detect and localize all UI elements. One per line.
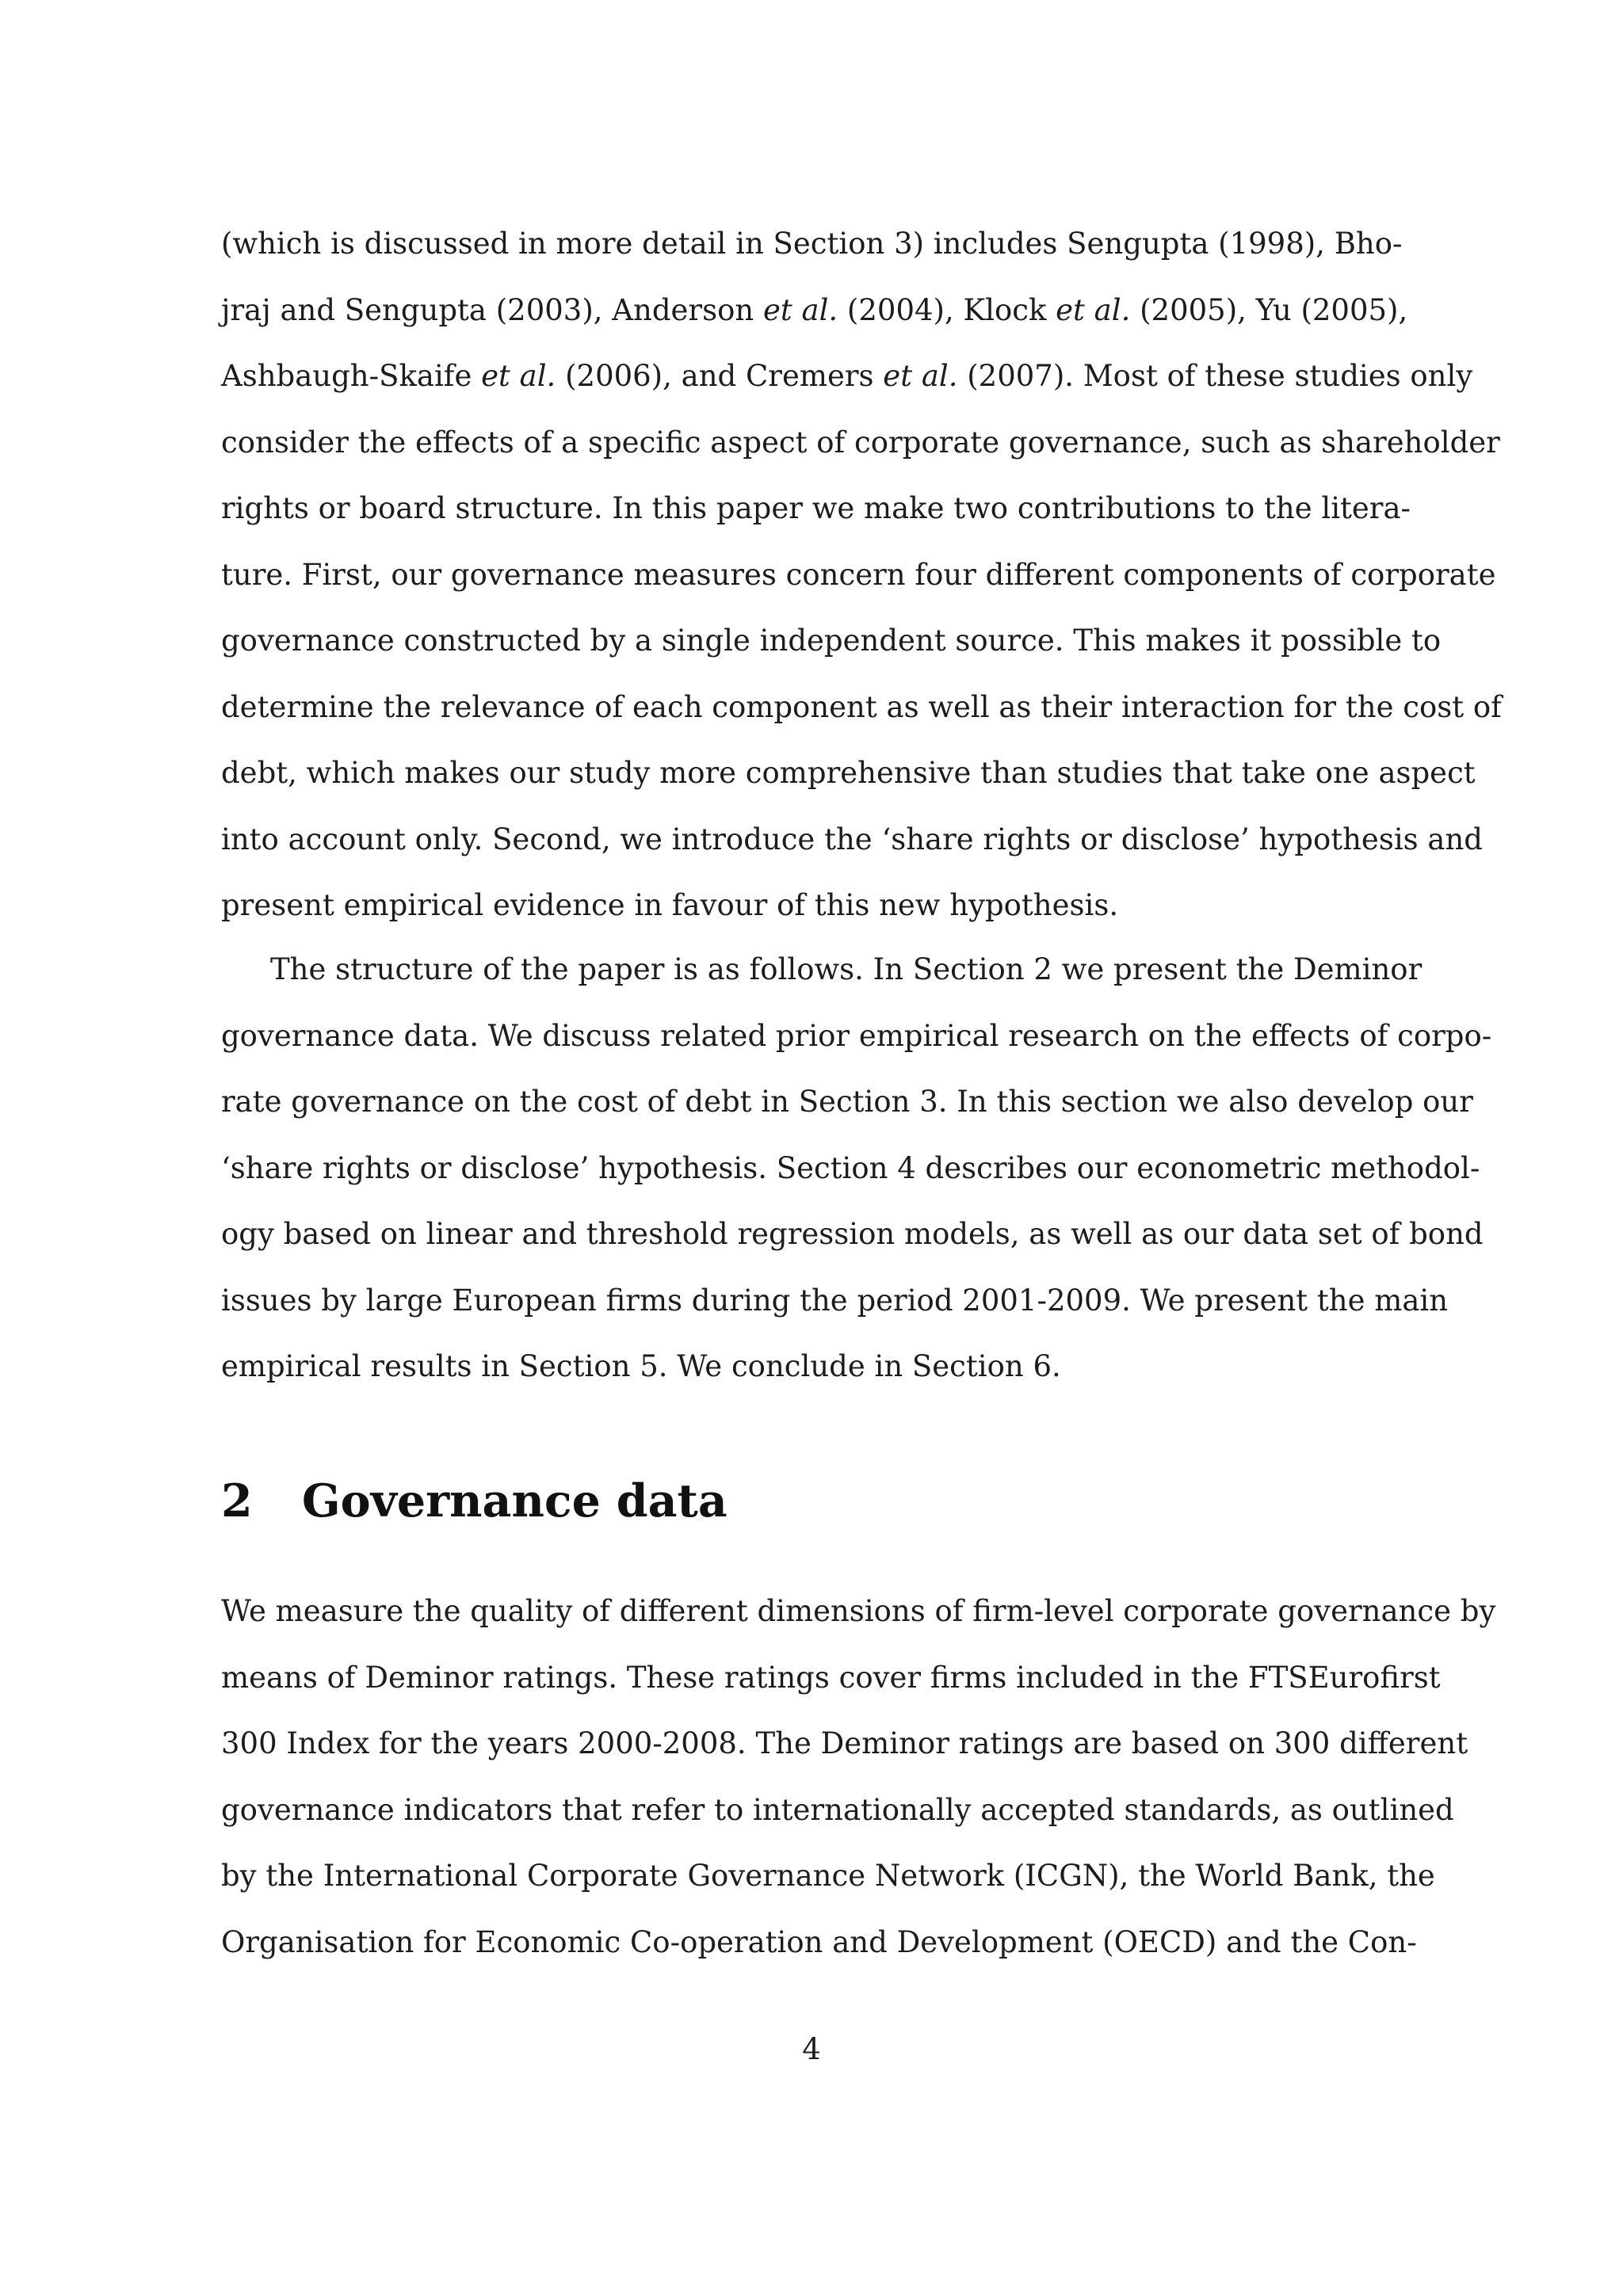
text-line: by the International Corporate Governance Network (ICGN), the World Bank, the (221, 1859, 1435, 1893)
text-line: ture. First, our governance measures concern four different components of corporate (221, 557, 1496, 592)
text-line: The structure of the paper is as follows. In Section 2 we present the Deminor (270, 952, 1423, 986)
text-line: means of Deminor ratings. These ratings cover firms included in the FTSEurofirst (221, 1660, 1441, 1695)
text-line: rights or board structure. In this paper we make two contributions to the litera- (221, 491, 1411, 525)
text-line: empirical results in Section 5. We conclude in Section 6. (221, 1349, 1061, 1383)
governance-data-paragraph (221, 1578, 1496, 1975)
text-line: governance indicators that refer to internationally accepted standards, as outlined (221, 1792, 1454, 1827)
page-number: 4 (802, 2032, 821, 2066)
text-line: (which is discussed in more detail in Section 3) includes Sengupta (1998), Bho- (221, 227, 1403, 261)
text-line: 300 Index for the years 2000-2008. The Deminor ratings are based on 300 different (221, 1726, 1468, 1760)
text-line: consider the effects of a specific aspect of corporate governance, such as shareholder (221, 425, 1500, 460)
text-line: into account only. Second, we introduce the ‘share rights or disclose’ hypothesis and (221, 822, 1483, 856)
intro-paragraph-continued (221, 211, 1502, 939)
text-line: ‘share rights or disclose’ hypothesis. Section 4 describes our econometric methodol- (221, 1150, 1480, 1185)
text-line: present empirical evidence in favour of this new hypothesis. (221, 888, 1119, 922)
text-line: governance constructed by a single independent source. This makes it possible to (221, 624, 1442, 658)
text-line: ogy based on linear and threshold regression models, as well as our data set of bond (221, 1217, 1484, 1251)
section-title: Governance data (302, 1474, 727, 1527)
structure-paragraph (221, 936, 1492, 1400)
text-line: jraj and Sengupta (2003), Anderson et al. (2004), Klock et al. (2005), Yu (2005), (221, 292, 1408, 327)
text-line: We measure the quality of different dimensions of firm-level corporate governance by (221, 1594, 1496, 1628)
text-line: governance data. We discuss related prior empirical research on the effects of corpo- (221, 1018, 1492, 1053)
text-line: determine the relevance of each component as well as their interaction for the cost of (221, 689, 1502, 724)
text-line: Organisation for Economic Co-operation and Development (OECD) and the Con- (221, 1924, 1417, 1959)
section-number: 2 (221, 1474, 253, 1527)
section-heading (221, 1470, 727, 1533)
text-line: Ashbaugh-Skaife et al. (2006), and Cremers et al. (2007). Most of these studies only (221, 359, 1473, 393)
text-line: rate governance on the cost of debt in Section 3. In this section we also develop our (221, 1085, 1473, 1119)
text-line: debt, which makes our study more comprehensive than studies that take one aspect (221, 756, 1476, 790)
text-line: issues by large European firms during the period 2001-2009. We present the main (221, 1283, 1449, 1318)
